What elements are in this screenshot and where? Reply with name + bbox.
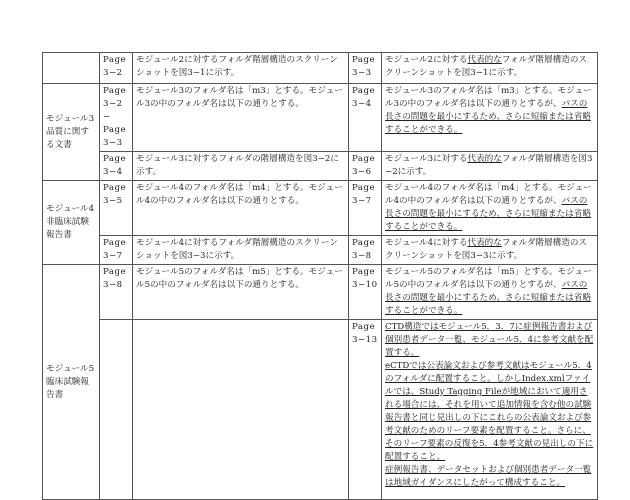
text-new — [382, 320, 598, 500]
revised-text: 代表的な — [467, 154, 502, 164]
revised-text: パスの長さの問題を最小にするため、さらに短縮または省略することができる。 — [385, 196, 591, 232]
module-label: モジュール5 臨床試験報告書 — [43, 265, 100, 500]
table-row — [43, 265, 598, 320]
module-cell-empty — [43, 53, 100, 84]
page-ref-old: Page 3−7 — [100, 236, 133, 265]
text-old: モジュール4のフォルダ名は「m4」とする。モジュール4の中のフォルダ名は以下の通りとする。 — [133, 181, 349, 236]
page-ref-new: Page 3−4 — [349, 84, 382, 152]
comparison-table — [42, 52, 598, 500]
revised-text: 代表的な — [467, 238, 502, 248]
module-label: モジュール3 品質に関する文書 — [43, 84, 100, 181]
text-new: モジュール2に対する代表的なフォルダ階層構造のスクリーンショットを図3−1に示す。 — [382, 53, 598, 84]
page-ref-new: Page 3−7 — [349, 181, 382, 236]
page-ref-old: Page 3−4 — [100, 152, 133, 181]
text-old-empty — [133, 320, 349, 500]
revised-paragraph: 症例報告書、データセットおよび個別患者データ一覧は地域ガイダンスにしたがって構成すること。 — [385, 465, 592, 488]
text-old: モジュール2に対するフォルダ階層構造のスクリーンショットを図3−1に示す。 — [133, 53, 349, 84]
table-row — [43, 236, 598, 265]
page-ref-old: Page 3−8 — [100, 265, 133, 320]
page-ref-new: Page 3−8 — [349, 236, 382, 265]
page-ref-new: Page 3−6 — [349, 152, 382, 181]
text-old: モジュール3のフォルダ名は「m3」とする。モジュール3の中のフォルダ名は以下の通りとする。 — [133, 84, 349, 152]
page-ref-old: Page 3−2− Page 3−3 — [100, 84, 133, 152]
text-new: モジュール3に対する代表的なフォルダ階層構造を図3−2に示す。 — [382, 152, 598, 181]
text-old: モジュール5のフォルダ名は「m5」とする。モジュール5の中のフォルダ名は以下の通りとする。 — [133, 265, 349, 320]
text-old: モジュール4に対するフォルダ階層構造のスクリーンショットを図3−3に示す。 — [133, 236, 349, 265]
table-row — [43, 181, 598, 236]
text-new: モジュール4に対する代表的なフォルダ階層構造のスクリーンショットを図3−3に示す。 — [382, 236, 598, 265]
text-new: モジュール3のフォルダ名は「m3」とする。モジュール3の中のフォルダ名は以下の通りとするが、パスの長さの問題を最小にするため、さらに短縮または省略することができる。 — [382, 84, 598, 152]
page-ref-new: Page 3−3 — [349, 53, 382, 84]
module-label: モジュール4 非臨床試験報告書 — [43, 181, 100, 265]
page-ref-old: Page 3−5 — [100, 181, 133, 236]
revised-paragraph: CTD構造ではモジュール5．3．7に症例報告書および個別患者データ一覧、モジュール5．4に参考文献を配置する。 — [385, 322, 594, 358]
revised-text: パスの長さの問題を最小にするため、さらに短縮または省略することができる。 — [385, 280, 591, 316]
revised-text: 代表的な — [467, 55, 502, 65]
text-new: モジュール5のフォルダ名は「m5」とする。モジュール5の中のフォルダ名は以下の通りとするが、パスの長さの問題を最小にするため、さらに短縮または省略することができる。 — [382, 265, 598, 320]
text-new: モジュール4のフォルダ名は「m4」とする。モジュール4の中のフォルダ名は以下の通りとするが、パスの長さの問題を最小にするため、さらに短縮または省略することができる。 — [382, 181, 598, 236]
revised-paragraph: eCTDでは公表論文および参考文献はモジュール5．4のフォルダに配置すること。しかしIndex.xmlファイルでは、Study Tagging Fileが地域において適用される場合には、それを用いて追加情報を含む他の試験報告書と同じ見出しの下にこれらの公表論文および参考文献のためのリーフ要素を配置すること。さらに、そのリーフ要素の反復を5．4参考文献の見出しの下に配置すること。 — [385, 361, 594, 462]
table-row — [43, 320, 598, 500]
table-row — [43, 53, 598, 84]
revised-text: パスの長さの問題を最小にするため、さらに短縮または省略することができる。 — [385, 99, 591, 135]
page-ref-new: Page 3−13 — [349, 320, 382, 500]
page-ref-new: Page 3−10 — [349, 265, 382, 320]
page-ref-old: Page 3−2 — [100, 53, 133, 84]
table-row — [43, 152, 598, 181]
page-ref-old-empty — [100, 320, 133, 500]
table-row — [43, 84, 598, 152]
text-old: モジュール3に対するフォルダの階層構造を図3−2に示す。 — [133, 152, 349, 181]
